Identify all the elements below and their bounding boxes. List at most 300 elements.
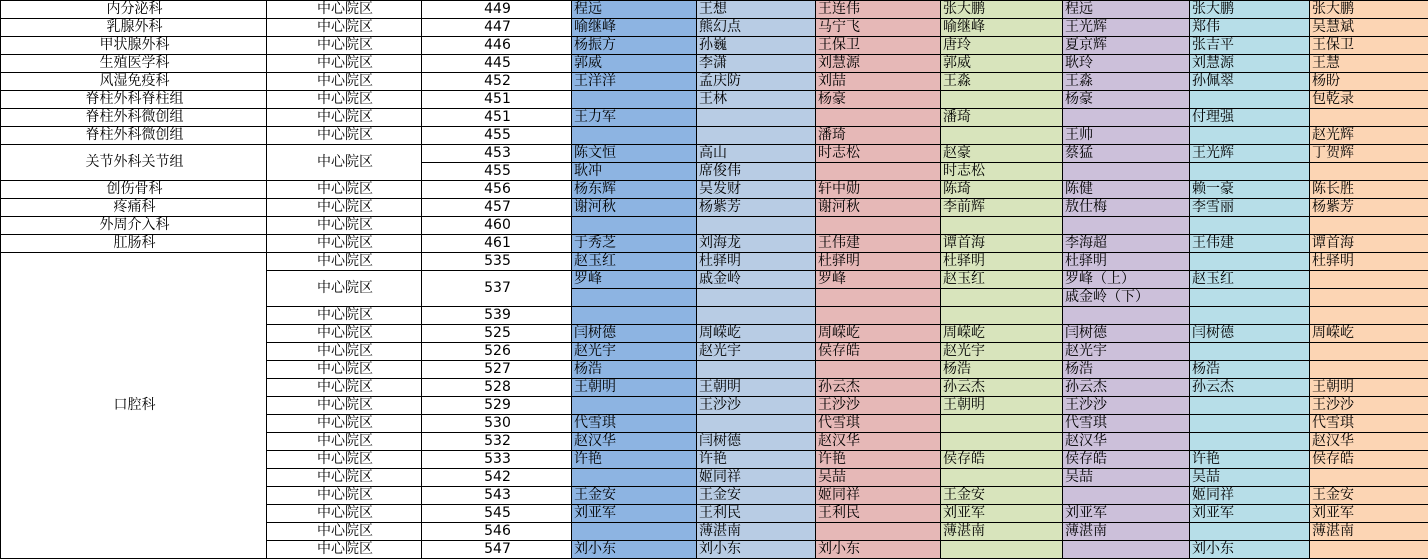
- campus-cell[interactable]: 中心院区: [267, 361, 422, 379]
- doctor-cell-1[interactable]: 王朝明: [572, 379, 697, 397]
- campus-cell[interactable]: 中心院区: [267, 37, 422, 55]
- doctor-cell-4[interactable]: [941, 217, 1063, 235]
- room-cell[interactable]: 543: [422, 487, 572, 505]
- table-row: [1, 109, 1428, 127]
- doctor-cell-6[interactable]: [1190, 127, 1310, 145]
- doctor-cell-5[interactable]: 杜驿明: [1063, 253, 1190, 271]
- room-cell[interactable]: 530: [422, 415, 572, 433]
- doctor-cell-7[interactable]: [1310, 217, 1428, 235]
- doctor-cell-1[interactable]: [572, 469, 697, 487]
- campus-cell[interactable]: 中心院区: [267, 235, 422, 253]
- doctor-cell-1[interactable]: 罗峰: [572, 271, 697, 289]
- room-cell[interactable]: 447: [422, 19, 572, 37]
- doctor-cell-4[interactable]: 杨浩: [941, 361, 1063, 379]
- campus-cell[interactable]: 中心院区: [267, 199, 422, 217]
- doctor-cell-7[interactable]: 薄湛南: [1310, 523, 1428, 541]
- room-cell[interactable]: 525: [422, 325, 572, 343]
- doctor-cell-2[interactable]: 刘海龙: [697, 235, 816, 253]
- doctor-cell-4[interactable]: [941, 469, 1063, 487]
- doctor-cell-5[interactable]: 侯存皓: [1063, 451, 1190, 469]
- doctor-cell-1[interactable]: 闫树德: [572, 325, 697, 343]
- campus-cell[interactable]: 中心院区: [267, 469, 422, 487]
- doctor-cell-2[interactable]: [697, 109, 816, 127]
- doctor-cell-5[interactable]: 王淼: [1063, 73, 1190, 91]
- room-cell[interactable]: 460: [422, 217, 572, 235]
- doctor-cell-1[interactable]: [572, 289, 697, 307]
- room-cell[interactable]: 446: [422, 37, 572, 55]
- doctor-cell-5[interactable]: 闫树德: [1063, 325, 1190, 343]
- doctor-cell-4[interactable]: 王金安: [941, 487, 1063, 505]
- campus-cell[interactable]: 中心院区: [267, 433, 422, 451]
- campus-cell[interactable]: 中心院区: [267, 523, 422, 541]
- campus-cell[interactable]: 中心院区: [267, 109, 422, 127]
- doctor-cell-7[interactable]: 赵汉华: [1310, 433, 1428, 451]
- doctor-cell-6[interactable]: [1190, 397, 1310, 415]
- room-cell[interactable]: 457: [422, 199, 572, 217]
- campus-cell[interactable]: 中心院区: [267, 397, 422, 415]
- doctor-cell-7[interactable]: 侯存皓: [1310, 451, 1428, 469]
- doctor-cell-1[interactable]: 王洋洋: [572, 73, 697, 91]
- doctor-cell-7[interactable]: 代雪琪: [1310, 415, 1428, 433]
- doctor-cell-3[interactable]: 轩中勋: [816, 181, 941, 199]
- campus-cell[interactable]: 中心院区: [267, 55, 422, 73]
- doctor-cell-3[interactable]: 王连伟: [816, 1, 941, 19]
- doctor-cell-7[interactable]: 杜驿明: [1310, 253, 1428, 271]
- doctor-cell-5[interactable]: [1063, 163, 1190, 181]
- campus-cell[interactable]: 中心院区: [267, 217, 422, 235]
- doctor-cell-7[interactable]: 吴慧斌: [1310, 19, 1428, 37]
- doctor-cell-5[interactable]: 赵光宇: [1063, 343, 1190, 361]
- doctor-cell-3[interactable]: 罗峰: [816, 271, 941, 289]
- table-row: [1, 1, 1428, 19]
- doctor-cell-1[interactable]: 赵汉华: [572, 433, 697, 451]
- doctor-cell-6[interactable]: 王伟建: [1190, 235, 1310, 253]
- room-cell[interactable]: 445: [422, 55, 572, 73]
- doctor-cell-2[interactable]: 姬同祥: [697, 469, 816, 487]
- doctor-cell-2[interactable]: [697, 127, 816, 145]
- room-cell[interactable]: 546: [422, 523, 572, 541]
- doctor-cell-7[interactable]: [1310, 289, 1428, 307]
- doctor-cell-1[interactable]: [572, 307, 697, 325]
- doctor-cell-3[interactable]: 王伟建: [816, 235, 941, 253]
- dept-cell[interactable]: 乳腺外科: [1, 19, 267, 37]
- doctor-cell-2[interactable]: 高山: [697, 145, 816, 163]
- doctor-cell-1[interactable]: 程远: [572, 1, 697, 19]
- doctor-cell-6[interactable]: [1190, 343, 1310, 361]
- campus-cell[interactable]: 中心院区: [267, 415, 422, 433]
- doctor-cell-1[interactable]: [572, 523, 697, 541]
- doctor-cell-6[interactable]: 王光辉: [1190, 145, 1310, 163]
- doctor-cell-5[interactable]: 王帅: [1063, 127, 1190, 145]
- doctor-cell-4[interactable]: 王淼: [941, 73, 1063, 91]
- doctor-cell-4[interactable]: [941, 289, 1063, 307]
- doctor-cell-2[interactable]: 熊幻点: [697, 19, 816, 37]
- doctor-cell-6[interactable]: 张大鹏: [1190, 1, 1310, 19]
- dept-cell[interactable]: 甲状腺外科: [1, 37, 267, 55]
- doctor-cell-3[interactable]: 刘小东: [816, 541, 941, 559]
- doctor-cell-1[interactable]: 王力军: [572, 109, 697, 127]
- doctor-cell-5[interactable]: 吴喆: [1063, 469, 1190, 487]
- table-row: [1, 37, 1428, 55]
- campus-cell[interactable]: 中心院区: [267, 181, 422, 199]
- doctor-cell-4[interactable]: 杜驿明: [941, 253, 1063, 271]
- doctor-cell-1[interactable]: 耿冲: [572, 163, 697, 181]
- doctor-cell-4[interactable]: 薄湛南: [941, 523, 1063, 541]
- doctor-cell-3[interactable]: [816, 361, 941, 379]
- doctor-cell-3[interactable]: [816, 109, 941, 127]
- dept-cell[interactable]: 外周介入科: [1, 217, 267, 235]
- dept-cell[interactable]: 脊柱外科微创组: [1, 109, 267, 127]
- room-cell[interactable]: 455: [422, 127, 572, 145]
- doctor-cell-5[interactable]: 耿玲: [1063, 55, 1190, 73]
- room-cell[interactable]: 529: [422, 397, 572, 415]
- campus-cell[interactable]: 中心院区: [267, 91, 422, 109]
- doctor-cell-6[interactable]: [1190, 289, 1310, 307]
- dept-cell[interactable]: 疼痛科: [1, 199, 267, 217]
- doctor-cell-2[interactable]: 刘小东: [697, 541, 816, 559]
- campus-cell[interactable]: 中心院区: [267, 379, 422, 397]
- doctor-cell-3[interactable]: 刘喆: [816, 73, 941, 91]
- doctor-cell-3[interactable]: 侯存皓: [816, 343, 941, 361]
- doctor-cell-4[interactable]: 时志松: [941, 163, 1063, 181]
- room-cell[interactable]: 532: [422, 433, 572, 451]
- doctor-cell-3[interactable]: 周嵘屹: [816, 325, 941, 343]
- doctor-cell-4[interactable]: 刘亚军: [941, 505, 1063, 523]
- doctor-cell-2[interactable]: [697, 289, 816, 307]
- doctor-cell-5[interactable]: 薄湛南: [1063, 523, 1190, 541]
- doctor-cell-7[interactable]: 谭首海: [1310, 235, 1428, 253]
- doctor-cell-5[interactable]: 刘亚军: [1063, 505, 1190, 523]
- doctor-cell-6[interactable]: 张吉平: [1190, 37, 1310, 55]
- doctor-cell-7[interactable]: [1310, 469, 1428, 487]
- dept-cell[interactable]: 创伤骨科: [1, 181, 267, 199]
- doctor-cell-7[interactable]: 王金安: [1310, 487, 1428, 505]
- doctor-cell-5[interactable]: 陈健: [1063, 181, 1190, 199]
- doctor-cell-3[interactable]: 代雪琪: [816, 415, 941, 433]
- doctor-cell-1[interactable]: 郭威: [572, 55, 697, 73]
- doctor-cell-6[interactable]: [1190, 433, 1310, 451]
- doctor-cell-7[interactable]: 赵光辉: [1310, 127, 1428, 145]
- doctor-cell-1[interactable]: 陈文恒: [572, 145, 697, 163]
- doctor-cell-4[interactable]: 赵豪: [941, 145, 1063, 163]
- doctor-cell-7[interactable]: [1310, 109, 1428, 127]
- doctor-cell-4[interactable]: 王朝明: [941, 397, 1063, 415]
- doctor-cell-4[interactable]: 喻继峰: [941, 19, 1063, 37]
- doctor-cell-2[interactable]: [697, 361, 816, 379]
- campus-cell[interactable]: 中心院区: [267, 19, 422, 37]
- doctor-cell-6[interactable]: [1190, 523, 1310, 541]
- campus-cell[interactable]: 中心院区: [267, 253, 422, 271]
- doctor-cell-3[interactable]: [816, 307, 941, 325]
- doctor-cell-3[interactable]: 王保卫: [816, 37, 941, 55]
- doctor-cell-1[interactable]: 谢河秋: [572, 199, 697, 217]
- doctor-cell-3[interactable]: 潘琦: [816, 127, 941, 145]
- doctor-cell-3[interactable]: 赵汉华: [816, 433, 941, 451]
- doctor-cell-6[interactable]: [1190, 163, 1310, 181]
- doctor-cell-7[interactable]: 王沙沙: [1310, 397, 1428, 415]
- doctor-cell-3[interactable]: 姬同祥: [816, 487, 941, 505]
- dept-cell[interactable]: 风湿免疫科: [1, 73, 267, 91]
- doctor-cell-4[interactable]: 周嵘屹: [941, 325, 1063, 343]
- doctor-cell-1[interactable]: [572, 397, 697, 415]
- table-row: [1, 19, 1428, 37]
- doctor-cell-6[interactable]: [1190, 253, 1310, 271]
- doctor-cell-5[interactable]: [1063, 541, 1190, 559]
- campus-cell[interactable]: 中心院区: [267, 145, 422, 181]
- doctor-cell-6[interactable]: 杨浩: [1190, 361, 1310, 379]
- doctor-cell-7[interactable]: [1310, 307, 1428, 325]
- doctor-cell-7[interactable]: [1310, 541, 1428, 559]
- doctor-cell-2[interactable]: 杨紫芳: [697, 199, 816, 217]
- doctor-cell-6[interactable]: 刘亚军: [1190, 505, 1310, 523]
- room-cell[interactable]: 455: [422, 163, 572, 181]
- doctor-cell-3[interactable]: 孙云杰: [816, 379, 941, 397]
- doctor-cell-7[interactable]: [1310, 343, 1428, 361]
- campus-cell[interactable]: 中心院区: [267, 343, 422, 361]
- doctor-cell-1[interactable]: [572, 127, 697, 145]
- doctor-cell-2[interactable]: 赵光宇: [697, 343, 816, 361]
- table-row: [1, 73, 1428, 91]
- doctor-cell-2[interactable]: 吴发财: [697, 181, 816, 199]
- doctor-cell-5[interactable]: 杨豪: [1063, 91, 1190, 109]
- room-cell[interactable]: 451: [422, 109, 572, 127]
- doctor-cell-4[interactable]: 孙云杰: [941, 379, 1063, 397]
- dept-cell[interactable]: 脊柱外科微创组: [1, 127, 267, 145]
- room-cell[interactable]: 449: [422, 1, 572, 19]
- table-body: [1, 1, 1428, 559]
- dept-cell[interactable]: 生殖医学科: [1, 55, 267, 73]
- doctor-cell-2[interactable]: 王沙沙: [697, 397, 816, 415]
- room-cell[interactable]: 535: [422, 253, 572, 271]
- doctor-cell-5[interactable]: 李海超: [1063, 235, 1190, 253]
- doctor-cell-5[interactable]: [1063, 217, 1190, 235]
- doctor-cell-6[interactable]: 赵玉红: [1190, 271, 1310, 289]
- doctor-cell-6[interactable]: 姬同祥: [1190, 487, 1310, 505]
- campus-cell[interactable]: 中心院区: [267, 451, 422, 469]
- doctor-cell-1[interactable]: 刘亚军: [572, 505, 697, 523]
- doctor-cell-5[interactable]: 王光辉: [1063, 19, 1190, 37]
- doctor-cell-7[interactable]: 杨紫芳: [1310, 199, 1428, 217]
- doctor-cell-4[interactable]: 陈琦: [941, 181, 1063, 199]
- doctor-cell-2[interactable]: 王利民: [697, 505, 816, 523]
- doctor-cell-3[interactable]: [816, 163, 941, 181]
- doctor-cell-5[interactable]: 代雪琪: [1063, 415, 1190, 433]
- campus-cell[interactable]: 中心院区: [267, 487, 422, 505]
- table-row: [1, 199, 1428, 217]
- room-cell[interactable]: 547: [422, 541, 572, 559]
- doctor-cell-1[interactable]: 杨东辉: [572, 181, 697, 199]
- doctor-cell-3[interactable]: 时志松: [816, 145, 941, 163]
- doctor-cell-7[interactable]: [1310, 361, 1428, 379]
- doctor-cell-3[interactable]: 许艳: [816, 451, 941, 469]
- doctor-cell-1[interactable]: 赵玉红: [572, 253, 697, 271]
- doctor-cell-5[interactable]: [1063, 307, 1190, 325]
- campus-cell[interactable]: 中心院区: [267, 73, 422, 91]
- doctor-cell-3[interactable]: 王沙沙: [816, 397, 941, 415]
- doctor-cell-2[interactable]: [697, 307, 816, 325]
- doctor-cell-6[interactable]: [1190, 415, 1310, 433]
- doctor-cell-4[interactable]: [941, 415, 1063, 433]
- campus-cell[interactable]: 中心院区: [267, 325, 422, 343]
- doctor-cell-7[interactable]: 陈长胜: [1310, 181, 1428, 199]
- doctor-cell-5[interactable]: 杨浩: [1063, 361, 1190, 379]
- doctor-cell-1[interactable]: 刘小东: [572, 541, 697, 559]
- room-cell[interactable]: 542: [422, 469, 572, 487]
- doctor-cell-2[interactable]: 孙巍: [697, 37, 816, 55]
- doctor-cell-3[interactable]: [816, 523, 941, 541]
- room-cell[interactable]: 528: [422, 379, 572, 397]
- doctor-cell-1[interactable]: 喻继峰: [572, 19, 697, 37]
- doctor-cell-5[interactable]: 罗峰（上）: [1063, 271, 1190, 289]
- doctor-cell-7[interactable]: 王朝明: [1310, 379, 1428, 397]
- doctor-cell-4[interactable]: 张大鹏: [941, 1, 1063, 19]
- doctor-cell-1[interactable]: 于秀芝: [572, 235, 697, 253]
- doctor-cell-7[interactable]: 刘亚军: [1310, 505, 1428, 523]
- doctor-cell-3[interactable]: 杨豪: [816, 91, 941, 109]
- doctor-cell-3[interactable]: 杜驿明: [816, 253, 941, 271]
- room-cell[interactable]: 545: [422, 505, 572, 523]
- room-cell[interactable]: 452: [422, 73, 572, 91]
- doctor-cell-6[interactable]: [1190, 307, 1310, 325]
- doctor-cell-6[interactable]: 刘慧源: [1190, 55, 1310, 73]
- doctor-cell-6[interactable]: 许艳: [1190, 451, 1310, 469]
- doctor-cell-5[interactable]: 戚金岭（下）: [1063, 289, 1190, 307]
- dept-cell[interactable]: 关节外科关节组: [1, 145, 267, 181]
- doctor-cell-1[interactable]: 赵光宇: [572, 343, 697, 361]
- doctor-cell-4[interactable]: [941, 127, 1063, 145]
- campus-cell[interactable]: 中心院区: [267, 127, 422, 145]
- dept-cell[interactable]: 口腔科: [1, 253, 267, 559]
- room-cell[interactable]: 539: [422, 307, 572, 325]
- room-cell[interactable]: 461: [422, 235, 572, 253]
- doctor-cell-1[interactable]: 杨振方: [572, 37, 697, 55]
- doctor-cell-3[interactable]: [816, 289, 941, 307]
- doctor-cell-6[interactable]: [1190, 217, 1310, 235]
- doctor-cell-7[interactable]: 包乾录: [1310, 91, 1428, 109]
- dept-cell[interactable]: 内分泌科: [1, 1, 267, 19]
- doctor-cell-5[interactable]: 程远: [1063, 1, 1190, 19]
- doctor-cell-6[interactable]: 孙云杰: [1190, 379, 1310, 397]
- room-cell[interactable]: 533: [422, 451, 572, 469]
- doctor-cell-2[interactable]: 闫树德: [697, 433, 816, 451]
- doctor-cell-1[interactable]: 代雪琪: [572, 415, 697, 433]
- doctor-cell-7[interactable]: 张大鹏: [1310, 1, 1428, 19]
- doctor-cell-4[interactable]: [941, 433, 1063, 451]
- doctor-cell-2[interactable]: 孟庆防: [697, 73, 816, 91]
- doctor-cell-2[interactable]: 许艳: [697, 451, 816, 469]
- doctor-cell-7[interactable]: 王保卫: [1310, 37, 1428, 55]
- doctor-cell-5[interactable]: 王沙沙: [1063, 397, 1190, 415]
- doctor-cell-2[interactable]: 李潇: [697, 55, 816, 73]
- doctor-cell-3[interactable]: 吴喆: [816, 469, 941, 487]
- campus-cell[interactable]: 中心院区: [267, 307, 422, 325]
- doctor-cell-4[interactable]: [941, 307, 1063, 325]
- campus-cell[interactable]: 中心院区: [267, 271, 422, 307]
- room-cell[interactable]: 527: [422, 361, 572, 379]
- doctor-cell-4[interactable]: [941, 541, 1063, 559]
- doctor-cell-2[interactable]: [697, 415, 816, 433]
- doctor-cell-5[interactable]: [1063, 487, 1190, 505]
- doctor-cell-1[interactable]: 许艳: [572, 451, 697, 469]
- doctor-cell-1[interactable]: [572, 91, 697, 109]
- doctor-cell-6[interactable]: 吴喆: [1190, 469, 1310, 487]
- campus-cell[interactable]: 中心院区: [267, 505, 422, 523]
- doctor-cell-6[interactable]: 孙佩翠: [1190, 73, 1310, 91]
- doctor-cell-5[interactable]: 孙云杰: [1063, 379, 1190, 397]
- doctor-cell-6[interactable]: 李雪丽: [1190, 199, 1310, 217]
- doctor-cell-6[interactable]: 赖一豪: [1190, 181, 1310, 199]
- doctor-cell-4[interactable]: 唐玲: [941, 37, 1063, 55]
- doctor-cell-6[interactable]: 郑伟: [1190, 19, 1310, 37]
- room-cell[interactable]: 456: [422, 181, 572, 199]
- campus-cell[interactable]: 中心院区: [267, 1, 422, 19]
- doctor-cell-5[interactable]: 蔡猛: [1063, 145, 1190, 163]
- doctor-cell-3[interactable]: 马宁飞: [816, 19, 941, 37]
- doctor-cell-6[interactable]: 刘小东: [1190, 541, 1310, 559]
- room-cell[interactable]: 453: [422, 145, 572, 163]
- doctor-cell-2[interactable]: 杜驿明: [697, 253, 816, 271]
- doctor-cell-2[interactable]: 薄湛南: [697, 523, 816, 541]
- doctor-cell-3[interactable]: [816, 217, 941, 235]
- doctor-cell-1[interactable]: 王金安: [572, 487, 697, 505]
- doctor-cell-5[interactable]: [1063, 109, 1190, 127]
- doctor-cell-4[interactable]: 侯存皓: [941, 451, 1063, 469]
- doctor-cell-7[interactable]: 王慧: [1310, 55, 1428, 73]
- doctor-cell-2[interactable]: 王朝明: [697, 379, 816, 397]
- doctor-cell-3[interactable]: 王利民: [816, 505, 941, 523]
- doctor-cell-3[interactable]: 刘慧源: [816, 55, 941, 73]
- table-row: [1, 253, 1428, 271]
- doctor-cell-2[interactable]: [697, 217, 816, 235]
- dept-cell[interactable]: 脊柱外科脊柱组: [1, 91, 267, 109]
- doctor-cell-4[interactable]: 谭首海: [941, 235, 1063, 253]
- doctor-cell-1[interactable]: 杨浩: [572, 361, 697, 379]
- doctor-cell-4[interactable]: 李前辉: [941, 199, 1063, 217]
- room-cell[interactable]: 537: [422, 271, 572, 307]
- room-cell[interactable]: 451: [422, 91, 572, 109]
- room-cell[interactable]: 526: [422, 343, 572, 361]
- doctor-cell-6[interactable]: [1190, 91, 1310, 109]
- table-row: [1, 55, 1428, 73]
- doctor-cell-4[interactable]: 郭威: [941, 55, 1063, 73]
- doctor-cell-7[interactable]: [1310, 163, 1428, 181]
- table-row: [1, 181, 1428, 199]
- doctor-cell-6[interactable]: 闫树德: [1190, 325, 1310, 343]
- doctor-cell-4[interactable]: [941, 91, 1063, 109]
- doctor-cell-7[interactable]: 杨盼: [1310, 73, 1428, 91]
- doctor-cell-2[interactable]: 戚金岭: [697, 271, 816, 289]
- doctor-cell-5[interactable]: 敖仕梅: [1063, 199, 1190, 217]
- doctor-cell-4[interactable]: 赵玉红: [941, 271, 1063, 289]
- doctor-cell-4[interactable]: 潘琦: [941, 109, 1063, 127]
- doctor-cell-3[interactable]: 谢河秋: [816, 199, 941, 217]
- doctor-cell-5[interactable]: 夏京辉: [1063, 37, 1190, 55]
- doctor-cell-7[interactable]: 周嵘屹: [1310, 325, 1428, 343]
- doctor-cell-2[interactable]: 王金安: [697, 487, 816, 505]
- doctor-cell-5[interactable]: 赵汉华: [1063, 433, 1190, 451]
- doctor-cell-1[interactable]: [572, 217, 697, 235]
- doctor-cell-2[interactable]: 席俊伟: [697, 163, 816, 181]
- doctor-cell-2[interactable]: 王林: [697, 91, 816, 109]
- dept-cell[interactable]: 肛肠科: [1, 235, 267, 253]
- doctor-cell-2[interactable]: 王想: [697, 1, 816, 19]
- doctor-cell-7[interactable]: [1310, 271, 1428, 289]
- doctor-cell-4[interactable]: 赵光宇: [941, 343, 1063, 361]
- doctor-cell-2[interactable]: 周嵘屹: [697, 325, 816, 343]
- campus-cell[interactable]: 中心院区: [267, 541, 422, 559]
- doctor-cell-6[interactable]: 付理强: [1190, 109, 1310, 127]
- doctor-cell-7[interactable]: 丁贺辉: [1310, 145, 1428, 163]
